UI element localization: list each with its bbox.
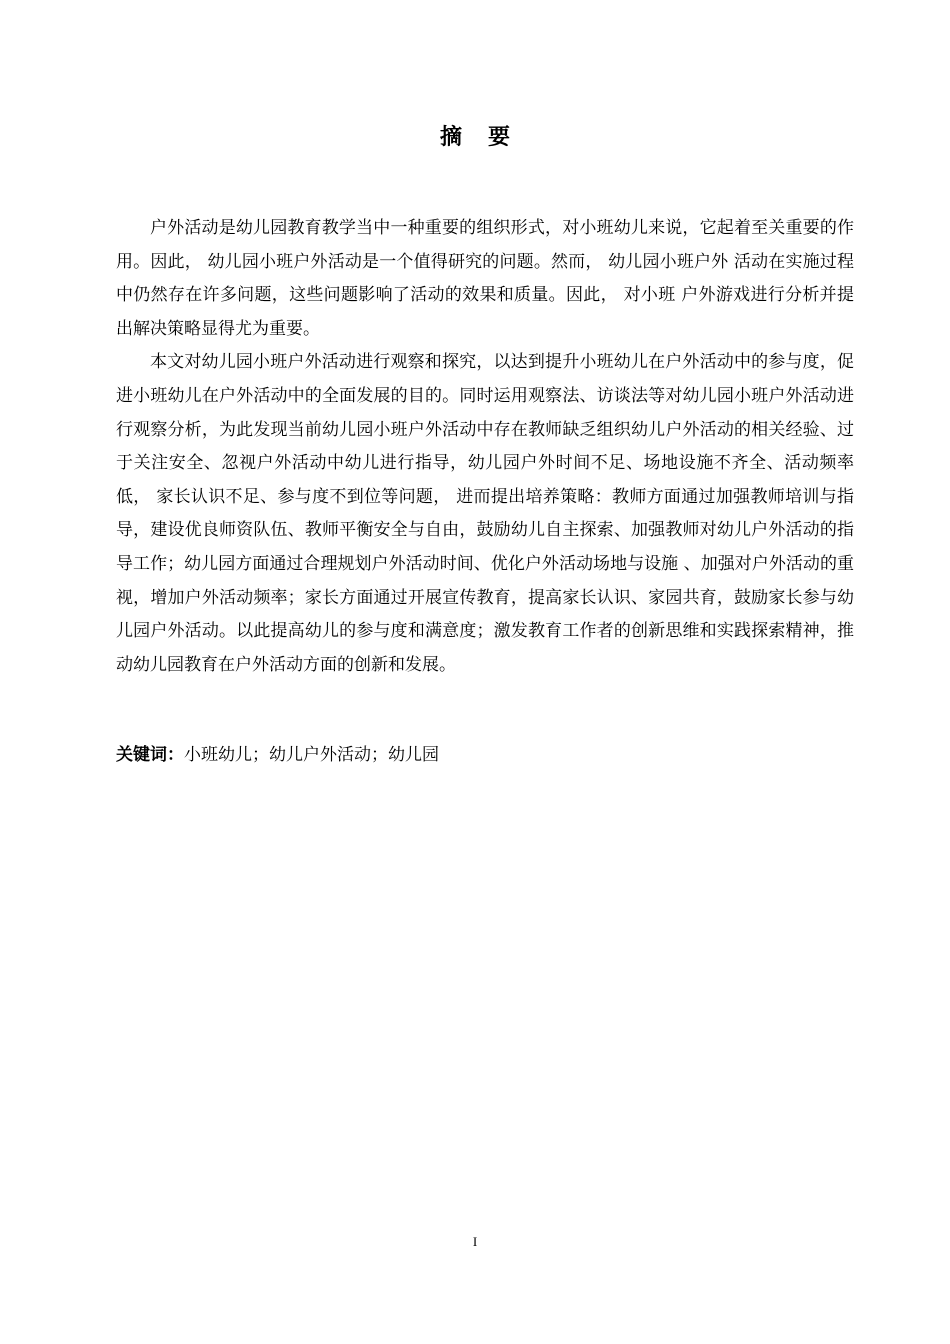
- keywords-line: [116, 739, 854, 773]
- abstract-paragraph-1: 户外活动是幼儿园教育教学当中一种重要的组织形式，对小班幼儿来说，它起着至关重要的作用。因此， 幼儿园小班户外活动是一个值得研究的问题。然而， 幼儿园小班户外 活动在实施过程中仍然存在许多问题，这些问题影响了活动的效果和质量。因此， 对小班 户外游戏进行分析并提出解决策略显得尤为重要。: [116, 218, 854, 339]
- keywords-label: 关键词：: [116, 745, 184, 765]
- page-number: I: [472, 1234, 478, 1249]
- keywords-text: 小班幼儿；幼儿户外活动；幼儿园: [184, 745, 439, 765]
- abstract-body: [116, 212, 854, 682]
- abstract-title: 摘要: [439, 125, 536, 150]
- abstract-paragraph-2: 本文对幼儿园小班户外活动进行观察和探究，以达到提升小班幼儿在户外活动中的参与度，促进小班幼儿在户外活动中的全面发展的目的。同时运用观察法、访谈法等对幼儿园小班户外活动进行观察分析，为此发现当前幼儿园小班户外活动中存在教师缺乏组织幼儿户外活动的相关经验、过于关注安全、忽视户外活动中幼儿进行指导，幼儿园户外时间不足、场地设施不齐全、活动频率低， 家长认识不足、参与度不到位等问题， 进而提出培养策略：教师方面通过加强教师培训与指导，建设优良师资队伍、教师平衡安全与自由，鼓励幼儿自主探索、加强教师对幼儿户外活动的指导工作；幼儿园方面通过合理规划户外活动时间、优化户外活动场地与设施 、加强对户外活动的重视，增加户外活动频率；家长方面通过开展宣传教育，提高家长认识、家园共育，鼓励家长参与幼儿园户外活动。以此提高幼儿的参与度和满意度；激发教育工作者的创新思维和实践探索精神，推动幼儿园教育在户外活动方面的创新和发展。: [116, 352, 854, 675]
